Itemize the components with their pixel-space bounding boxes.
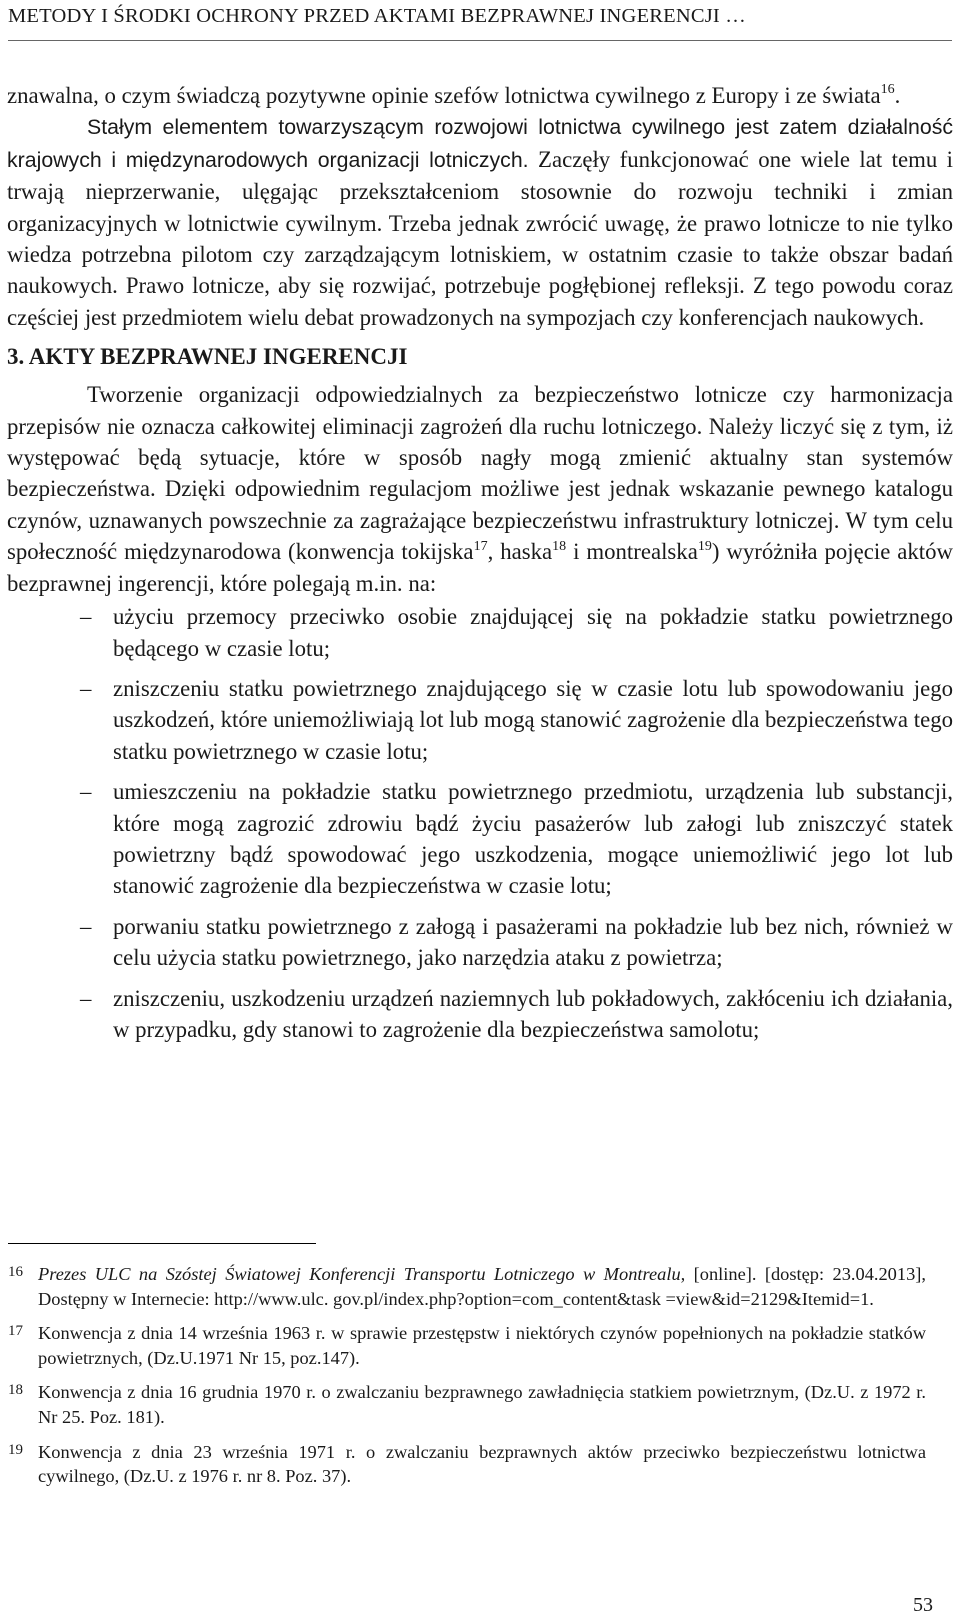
footnote-number: 19	[8, 1441, 23, 1458]
paragraph-2-sentence-c: Trzeba jednak zwrócić uwagę, że prawo lotnicze to nie tylko wiedza potrzebna pilotom czy zarządzającym lotniskiem, w ostatnim czasie to także obszar badań naukowych.	[7, 210, 953, 299]
paragraph-2-sentence-d: Prawo lotnicze, aby się rozwijać, potrzebuje pogłębionej refleksji.	[117, 273, 745, 299]
list-item-text: zniszczeniu statku powietrznego znajdującego się w czasie lotu lub spowodowaniu jego uszkodzeń, które uniemożliwiają lot lub mogą stanowić zagrożenie dla bezpieczeństwa tego statku powietrznego w czasie lotu;	[113, 675, 954, 764]
list-item	[7, 601, 953, 664]
list-item	[7, 776, 953, 902]
list-item-text: porwaniu statku powietrznego z załogą i pasażerami na pokładzie lub bez nich, również w celu użycia statku powietrznego, jako narzędzia ataku z powietrza;	[113, 913, 953, 971]
paragraph-1-tail: .	[894, 83, 901, 108]
main-text	[7, 80, 953, 1054]
page-number: 53	[913, 1594, 933, 1616]
paragraph-3-text-a: Tworzenie organizacji odpowiedzialnych za bezpieczeństwo lotnicze czy harmonizacja przepisów nie oznacza całkowitej eliminacji zagrożeń dla ruchu lotniczego. Należy liczyć się z tym, iż występować będą sytuacje, które w sposób nagły mogą zmienić aktualny stan systemów bezpieczeństwa. Dzięki odpowiednim regulacjom możliwe jest jednak wskazanie pewnego katalogu czynów, uznawanych powszechnie za zagrażające bezpieczeństwu infrastruktury lotniczej. W tym celu społeczność międzynarodowa (konwencja tokijska	[7, 382, 953, 565]
footnote-16	[8, 1262, 926, 1311]
footnote-18	[8, 1380, 926, 1429]
section-heading: 3. AKTY BEZPRAWNEJ INGERENCJI	[7, 344, 408, 370]
list-item-text: umieszczeniu na pokładzie statku powietrznego przedmiotu, urządzenia lub substancji, które mogą zagrozić zdrowiu bądź życiu pasażerów lub załogi lub zniszczyć statek powietrzny bądź spowodować jego uszkodzenia, mogące uniemożliwić jego lot lub stanowić zagrożenie dla bezpieczeństwa w czasie lotu;	[113, 779, 953, 899]
footnote-ref-16[interactable]: 16	[880, 82, 895, 98]
list-dash: –	[80, 913, 92, 939]
paragraph-2	[7, 111, 953, 333]
paragraph-1-text: znawalna, o czym świadczą pozytywne opinie szefów lotnictwa cywilnego z Europy i ze świata	[7, 83, 881, 108]
list-item-text: użyciu przemocy przeciwko osobie znajdującej się na pokładzie statku powietrznego będącego w czasie lotu;	[113, 604, 953, 661]
footnotes	[8, 1262, 926, 1499]
footnote-19	[8, 1440, 926, 1489]
paragraph-3	[7, 379, 953, 599]
list-item	[7, 983, 953, 1046]
footnote-text: Konwencja z dnia 16 grudnia 1970 r. o zwalczaniu bezprawnego zawładnięcia statkiem powietrznym, (Dz.U. z 1972 r. Nr 25. Poz. 181).	[38, 1382, 926, 1427]
list-item	[7, 911, 953, 974]
footnote-number: 16	[8, 1264, 23, 1280]
running-header: METODY I ŚRODKI OCHRONY PRZED AKTAMI BEZPRAWNEJ INGERENCJI …	[8, 5, 746, 27]
list-dash: –	[80, 779, 92, 805]
footnote-source[interactable]: [online]. [dostęp: 23.04.2013], Dostępny w Internecie: http://www.ulc. gov.pl/index.php?option=com_content&task =view&id=2129&Itemid=1.	[38, 1264, 926, 1309]
paragraph-2-sentence-a: Stałym elementem towarzyszącym rozwojowi lotnictwa cywilnego jest zatem działalność krajowych i międzynarodowych organizacji lotniczych.	[7, 115, 953, 172]
footnote-separator	[8, 1243, 316, 1244]
paragraph-3-text-d: ) wyróżniła pojęcie aktów bezprawnej ingerencji, które polegają m.in. na:	[7, 539, 953, 596]
list-item-text: zniszczeniu, uszkodzeniu urządzeń naziemnych lub pokładowych, zakłóceniu ich działania, w przypadku, gdy stanowi to zagrożenie dla bezpieczeństwa samolotu;	[113, 985, 953, 1042]
footnote-ref-19[interactable]: 19	[697, 538, 712, 554]
paragraph-3-text-b: , haska	[487, 539, 553, 565]
footnote-text: Konwencja z dnia 23 września 1971 r. o zwalczaniu bezprawnych aktów przeciwko bezpieczeństwu lotnictwa cywilnego, (Dz.U. z 1976 r. nr 8. Poz. 37).	[38, 1441, 926, 1487]
footnote-ref-17[interactable]: 17	[473, 538, 488, 554]
footnote-italic-title: Prezes ULC na Szóstej Światowej Konferencji Transportu Lotniczego w Montrealu,	[38, 1264, 686, 1284]
footnote-ref-18[interactable]: 18	[552, 538, 567, 554]
list-dash: –	[80, 604, 92, 630]
footnote-number: 17	[8, 1323, 23, 1340]
paragraph-2-sentence-e: Z tego powodu coraz częściej jest przedmiotem wielu debat prowadzonych na sympozjach czy konferencjach naukowych.	[7, 273, 953, 330]
footnote-number: 18	[8, 1382, 23, 1399]
list-dash: –	[80, 985, 92, 1011]
paragraph-2-sentence-b: Zaczęły funkcjonować one wiele lat temu i trwają nieprzerwanie, ulęgając przekształceniom stosownie do rozwoju techniki i zmian organizacyjnych w lotnictwie cywilnym.	[7, 146, 953, 236]
header-rule	[8, 40, 952, 41]
footnote-text: Konwencja z dnia 14 września 1963 r. w sprawie przestępstw i niektórych czynów popełnionych na pokładzie statków powietrznych, (Dz.U.1971 Nr 15, poz.147).	[38, 1323, 926, 1368]
acts-list	[7, 601, 953, 1045]
paragraph-1	[7, 80, 953, 111]
paragraph-3-text-c: i montrealska	[566, 539, 698, 565]
footnote-text	[38, 1262, 926, 1311]
list-dash: –	[80, 675, 92, 701]
list-item	[7, 673, 953, 767]
footnote-17	[8, 1321, 926, 1370]
